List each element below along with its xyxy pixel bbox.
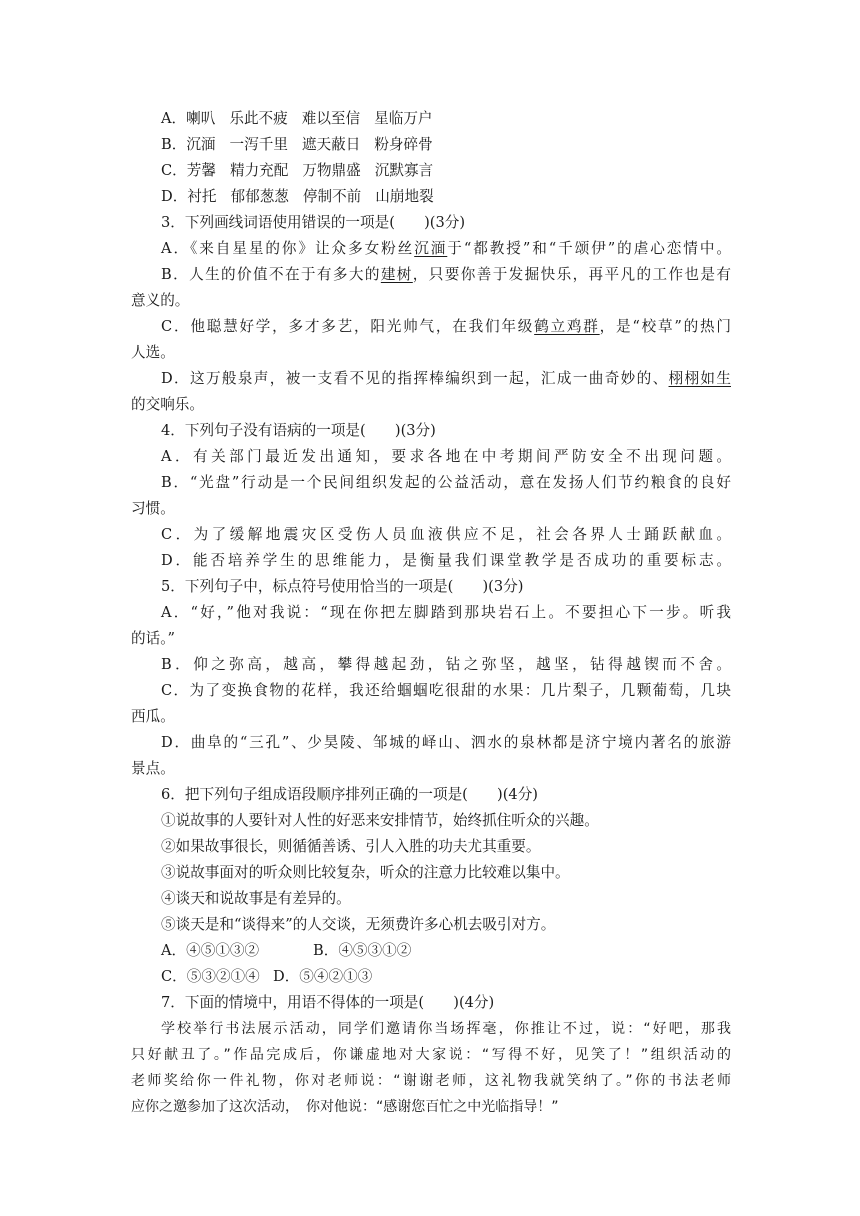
q5-option-d-cont: 景点。	[131, 760, 175, 777]
q4-option-b-cont: 习惯。	[131, 500, 175, 517]
q6-option-d: D．⑤④②①③	[273, 968, 373, 985]
q3-option-b-cont: 意义的。	[131, 292, 190, 309]
q4-stem: 4．下列句子没有语病的一项是( )(3分)	[161, 422, 436, 439]
q5-option-a-cont: 的话。”	[131, 630, 175, 647]
q6-stem: 6．把下列句子组成语段顺序排列正确的一项是( )(4分)	[161, 786, 539, 803]
q4-option-d: D．能否培养学生的思维能力，是衡量我们课堂教学是否成功的重要标志。	[161, 552, 731, 569]
underlined-word: 鹤立鸡群	[534, 318, 600, 335]
q6-sentence-3: ③说故事面对的听众则比较复杂，听众的注意力比较难以集中。	[161, 864, 570, 881]
q4-option-b: B．“光盘”行动是一个民间组织发起的公益活动，意在发扬人们节约粮食的良好	[161, 474, 731, 491]
q6-sentence-4: ④谈天和说故事是有差异的。	[161, 890, 351, 907]
q6-options-ab	[131, 938, 731, 964]
q4-option-c: C．为了缓解地震灾区受伤人员血液供应不足，社会各界人士踊跃献血。	[161, 526, 731, 543]
page-content	[131, 106, 731, 1120]
q3-option-c: C．他聪慧好学，多才多艺，阳光帅气，在我们年级鹤立鸡群，是“校草”的热门	[161, 318, 731, 335]
q3-stem: 3．下列画线词语使用错误的一项是( )(3分)	[161, 214, 466, 231]
q7-passage-line: 老师奖给你一件礼物，你对老师说：“谢谢老师，这礼物我就笑纳了。”你的书法老师	[131, 1073, 731, 1089]
q6-options-cd	[131, 964, 731, 990]
q3-option-d-cont: 的交响乐。	[131, 396, 204, 413]
q4-option-a: A．有关部门最近发出通知，要求各地在中考期间严防安全不出现问题。	[161, 448, 731, 465]
q5-stem: 5．下列句子中，标点符号使用恰当的一项是( )(3分)	[161, 578, 524, 595]
underlined-word: 栩栩如生	[668, 370, 731, 387]
q6-sentence-5: ⑤谈天是和“谈得来”的人交谈，无须费许多心机去吸引对方。	[161, 916, 556, 933]
q2-option-d: D．衬托 郁郁葱葱 停制不前 山崩地裂	[161, 188, 434, 205]
q5-option-d: D．曲阜的“三孔”、少昊陵、邹城的峄山、泗水的泉林都是济宁境内著名的旅游	[161, 734, 731, 751]
q5-option-c: C．为了变换食物的花样，我还给蝈蝈吃很甜的水果：几片梨子，几颗葡萄，几块	[161, 682, 731, 699]
underlined-word: 沉湎	[414, 240, 448, 257]
q6-option-a: A．④⑤①③②	[161, 942, 260, 959]
q2-option-a: A．喇叭 乐此不疲 难以至信 星临万户	[161, 110, 433, 127]
q7-passage-line: 应你之邀参加了这次活动， 你对他说：“感谢您百忙之中光临指导！”	[131, 1099, 559, 1115]
q6-sentence-2: ②如果故事很长，则循循善诱、引人入胜的功夫尤其重要。	[161, 838, 541, 855]
q7-stem: 7．下面的情境中，用语不得体的一项是( )(4分)	[161, 994, 495, 1011]
q5-option-a: A．“好，”他对我说：“现在你把左脚踏到那块岩石上。不要担心下一步。听我	[161, 604, 731, 621]
q5-option-c-cont: 西瓜。	[131, 708, 175, 725]
q6-option-b: B．④⑤③①②	[313, 942, 412, 959]
q3-option-b: B．人生的价值不在于有多大的建树，只要你善于发掘快乐，再平凡的工作也是有	[161, 266, 731, 283]
underlined-word: 建树	[380, 266, 413, 283]
q7-passage-line: 学校举行书法展示活动，同学们邀请你当场挥毫，你推让不过，说：“好吧，那我	[161, 1021, 731, 1037]
q3-option-a: A．《来自星星的你》让众多女粉丝沉湎于“都教授”和“千颂伊”的虐心恋情中。	[161, 240, 731, 257]
q5-option-b: B．仰之弥高，越高，攀得越起劲，钻之弥坚，越坚，钻得越锲而不舍。	[161, 656, 731, 673]
q2-option-b: B．沉湎 一泻千里 遮天蔽日 粉身碎骨	[161, 136, 433, 153]
q6-sentence-1: ①说故事的人要针对人性的好恶来安排情节，始终抓住听众的兴趣。	[161, 812, 599, 829]
q2-option-c: C．芳馨 精力充配 万物鼎盛 沉默寡言	[161, 162, 434, 179]
q3-option-d: D．这万般泉声，被一支看不见的指挥棒编织到一起，汇成一曲奇妙的、栩栩如生	[161, 370, 731, 387]
q6-option-c: C．⑤③②①④	[161, 968, 260, 985]
q7-passage-line: 只好献丑了。”作品完成后，你谦虚地对大家说：“写得不好，见笑了！”组织活动的	[131, 1047, 731, 1063]
q3-option-c-cont: 人选。	[131, 344, 175, 361]
